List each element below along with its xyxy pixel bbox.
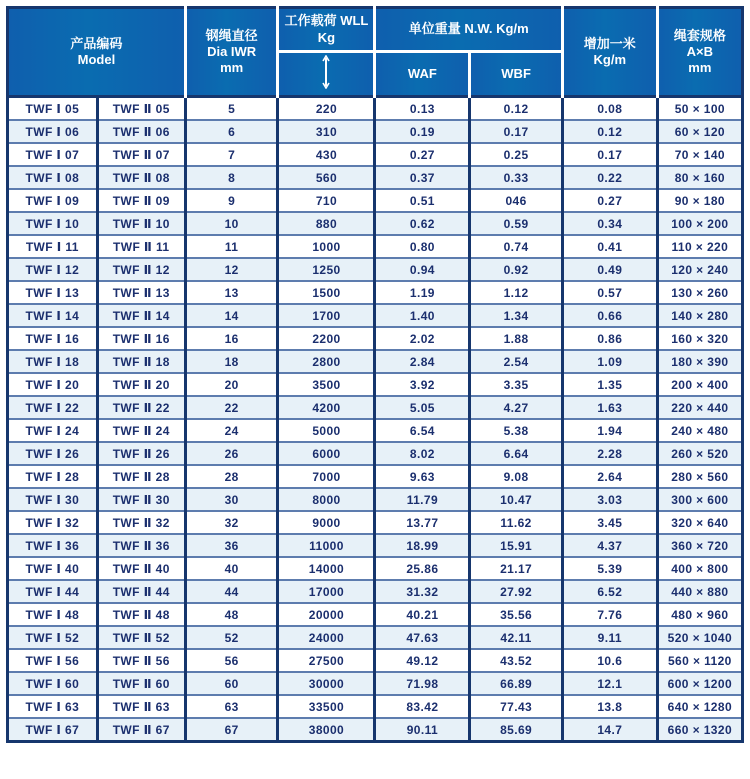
- table-cell: 40: [185, 557, 278, 580]
- header-wll-unit: Kg: [317, 29, 336, 45]
- table-cell: 1.12: [470, 281, 563, 304]
- table-cell: 66.89: [470, 672, 563, 695]
- table-cell: TWF Ⅱ 06: [97, 120, 185, 143]
- table-cell: TWF Ⅱ 18: [97, 350, 185, 373]
- table-cell: 7000: [278, 465, 375, 488]
- table-cell: 400 × 800: [657, 557, 742, 580]
- table-cell: 1.35: [562, 373, 657, 396]
- table-row: [8, 672, 743, 695]
- table-row: [8, 695, 743, 718]
- table-row: [8, 396, 743, 419]
- table-cell: 1250: [278, 258, 375, 281]
- table-cell: 0.62: [375, 212, 470, 235]
- table-cell: TWF Ⅰ 13: [8, 281, 98, 304]
- table-cell: TWF Ⅰ 44: [8, 580, 98, 603]
- table-cell: 27500: [278, 649, 375, 672]
- table-cell: 26: [185, 442, 278, 465]
- table-cell: TWF Ⅰ 32: [8, 511, 98, 534]
- table-cell: 180 × 390: [657, 350, 742, 373]
- table-cell: 280 × 560: [657, 465, 742, 488]
- table-cell: TWF Ⅱ 14: [97, 304, 185, 327]
- header-unit-weight-label: 单位重量 N.W. Kg/m: [408, 21, 529, 37]
- table-body: [8, 97, 743, 742]
- table-cell: 0.86: [562, 327, 657, 350]
- table-cell: TWF Ⅰ 11: [8, 235, 98, 258]
- table-cell: 0.08: [562, 97, 657, 121]
- table-cell: 220: [278, 97, 375, 121]
- table-cell: 2.64: [562, 465, 657, 488]
- table-cell: TWF Ⅱ 28: [97, 465, 185, 488]
- table-cell: 0.66: [562, 304, 657, 327]
- table-cell: TWF Ⅱ 32: [97, 511, 185, 534]
- table-cell: 13: [185, 281, 278, 304]
- table-cell: 90.11: [375, 718, 470, 742]
- table-cell: 7.76: [562, 603, 657, 626]
- table-row: [8, 143, 743, 166]
- table-cell: 24000: [278, 626, 375, 649]
- table-cell: TWF Ⅰ 24: [8, 419, 98, 442]
- table-cell: 20: [185, 373, 278, 396]
- table-cell: TWF Ⅱ 13: [97, 281, 185, 304]
- table-cell: 3.45: [562, 511, 657, 534]
- table-cell: 0.94: [375, 258, 470, 281]
- table-cell: TWF Ⅱ 30: [97, 488, 185, 511]
- table-cell: 33500: [278, 695, 375, 718]
- table-cell: TWF Ⅰ 36: [8, 534, 98, 557]
- table-cell: TWF Ⅰ 63: [8, 695, 98, 718]
- table-row: [8, 189, 743, 212]
- table-cell: 5: [185, 97, 278, 121]
- table-row: [8, 580, 743, 603]
- table-cell: 6.64: [470, 442, 563, 465]
- table-cell: 0.25: [470, 143, 563, 166]
- table-cell: TWF Ⅱ 48: [97, 603, 185, 626]
- table-cell: 046: [470, 189, 563, 212]
- header-model-zh: 产品编码: [70, 35, 123, 51]
- table-cell: TWF Ⅰ 18: [8, 350, 98, 373]
- table-cell: 22: [185, 396, 278, 419]
- table-cell: TWF Ⅱ 11: [97, 235, 185, 258]
- table-cell: TWF Ⅱ 24: [97, 419, 185, 442]
- table-cell: TWF Ⅰ 40: [8, 557, 98, 580]
- header-sleeve-dim: A×B: [686, 44, 714, 59]
- header-model: [8, 8, 186, 97]
- table-cell: 0.12: [470, 97, 563, 121]
- header-sleeve-unit: mm: [688, 60, 712, 76]
- header-wll-zh: 工作载荷 WLL: [284, 13, 369, 29]
- table-cell: 67: [185, 718, 278, 742]
- table-cell: 36: [185, 534, 278, 557]
- table-cell: 1.94: [562, 419, 657, 442]
- table-cell: 90 × 180: [657, 189, 742, 212]
- table-cell: 8: [185, 166, 278, 189]
- table-row: [8, 534, 743, 557]
- table-cell: 260 × 520: [657, 442, 742, 465]
- table-cell: 310: [278, 120, 375, 143]
- table-cell: 430: [278, 143, 375, 166]
- table-cell: 4200: [278, 396, 375, 419]
- table-cell: TWF Ⅱ 12: [97, 258, 185, 281]
- table-cell: 0.13: [375, 97, 470, 121]
- table-cell: 4.37: [562, 534, 657, 557]
- table-row: [8, 465, 743, 488]
- table-cell: 28: [185, 465, 278, 488]
- table-row: [8, 235, 743, 258]
- table-cell: TWF Ⅱ 07: [97, 143, 185, 166]
- table-cell: TWF Ⅱ 09: [97, 189, 185, 212]
- header-dia: [185, 8, 278, 97]
- table-row: [8, 649, 743, 672]
- table-cell: 8.02: [375, 442, 470, 465]
- table-cell: 11000: [278, 534, 375, 557]
- table-cell: 100 × 200: [657, 212, 742, 235]
- table-cell: TWF Ⅰ 14: [8, 304, 98, 327]
- table-cell: 13.77: [375, 511, 470, 534]
- table-cell: 0.41: [562, 235, 657, 258]
- table-cell: 3.03: [562, 488, 657, 511]
- table-row: [8, 258, 743, 281]
- table-cell: TWF Ⅱ 20: [97, 373, 185, 396]
- table-cell: 3500: [278, 373, 375, 396]
- header-dia-en: Dia IWR: [207, 44, 257, 59]
- table-cell: TWF Ⅱ 63: [97, 695, 185, 718]
- table-cell: 0.49: [562, 258, 657, 281]
- table-cell: 6000: [278, 442, 375, 465]
- table-cell: TWF Ⅱ 16: [97, 327, 185, 350]
- table-cell: 25.86: [375, 557, 470, 580]
- table-cell: 9.11: [562, 626, 657, 649]
- table-cell: 60 × 120: [657, 120, 742, 143]
- table-cell: TWF Ⅰ 09: [8, 189, 98, 212]
- table-cell: 710: [278, 189, 375, 212]
- table-cell: 880: [278, 212, 375, 235]
- table-cell: 31.32: [375, 580, 470, 603]
- table-cell: TWF Ⅱ 36: [97, 534, 185, 557]
- table-cell: 2.84: [375, 350, 470, 373]
- table-cell: TWF Ⅱ 08: [97, 166, 185, 189]
- table-cell: 1.09: [562, 350, 657, 373]
- table-row: [8, 212, 743, 235]
- table-cell: 30: [185, 488, 278, 511]
- header-wll: [278, 8, 375, 52]
- table-cell: TWF Ⅰ 48: [8, 603, 98, 626]
- table-cell: 1.40: [375, 304, 470, 327]
- table-cell: 0.33: [470, 166, 563, 189]
- table-cell: 0.92: [470, 258, 563, 281]
- header-wbf: WBF: [470, 52, 563, 97]
- table-cell: 0.27: [375, 143, 470, 166]
- table-cell: TWF Ⅰ 07: [8, 143, 98, 166]
- table-cell: 30000: [278, 672, 375, 695]
- table-cell: 14: [185, 304, 278, 327]
- table-cell: 1500: [278, 281, 375, 304]
- table-cell: 18: [185, 350, 278, 373]
- table-cell: 0.34: [562, 212, 657, 235]
- table-cell: 48: [185, 603, 278, 626]
- header-wll-lift-cell: [278, 52, 375, 97]
- table-cell: TWF Ⅰ 06: [8, 120, 98, 143]
- table-cell: 5.39: [562, 557, 657, 580]
- table-cell: 50 × 100: [657, 97, 742, 121]
- header-waf: WAF: [375, 52, 470, 97]
- table-cell: 2.54: [470, 350, 563, 373]
- table-cell: 1.88: [470, 327, 563, 350]
- table-cell: 70 × 140: [657, 143, 742, 166]
- table-cell: TWF Ⅰ 08: [8, 166, 98, 189]
- table-cell: 440 × 880: [657, 580, 742, 603]
- table-cell: TWF Ⅰ 28: [8, 465, 98, 488]
- table-cell: 14000: [278, 557, 375, 580]
- table-cell: 640 × 1280: [657, 695, 742, 718]
- table-cell: 27.92: [470, 580, 563, 603]
- table-cell: 80 × 160: [657, 166, 742, 189]
- table-cell: TWF Ⅰ 20: [8, 373, 98, 396]
- table-row: [8, 603, 743, 626]
- table-cell: 7: [185, 143, 278, 166]
- table-cell: 0.51: [375, 189, 470, 212]
- table-row: [8, 557, 743, 580]
- table-cell: 320 × 640: [657, 511, 742, 534]
- vertical-lift-arrow-icon: [321, 55, 331, 89]
- table-cell: 120 × 240: [657, 258, 742, 281]
- table-cell: 49.12: [375, 649, 470, 672]
- table-cell: 35.56: [470, 603, 563, 626]
- table-cell: TWF Ⅰ 30: [8, 488, 98, 511]
- table-cell: TWF Ⅰ 60: [8, 672, 98, 695]
- table-cell: 10.47: [470, 488, 563, 511]
- table-cell: 3.35: [470, 373, 563, 396]
- table-row: [8, 718, 743, 742]
- table-row: [8, 327, 743, 350]
- header-dia-unit: mm: [220, 60, 244, 76]
- header-extra-meter: [562, 8, 657, 97]
- table-cell: 1.19: [375, 281, 470, 304]
- table-cell: 9.63: [375, 465, 470, 488]
- table-cell: 0.12: [562, 120, 657, 143]
- table-cell: 3.92: [375, 373, 470, 396]
- table-cell: 6.52: [562, 580, 657, 603]
- table-row: [8, 120, 743, 143]
- table-cell: 660 × 1320: [657, 718, 742, 742]
- table-row: [8, 442, 743, 465]
- table-row: [8, 97, 743, 121]
- table-cell: 560: [278, 166, 375, 189]
- table-cell: 0.59: [470, 212, 563, 235]
- header-model-en: Model: [77, 52, 116, 68]
- table-cell: 40.21: [375, 603, 470, 626]
- table-row: [8, 511, 743, 534]
- table-cell: 1700: [278, 304, 375, 327]
- table-row: [8, 373, 743, 396]
- table-cell: 1.34: [470, 304, 563, 327]
- table-cell: 11: [185, 235, 278, 258]
- table-cell: 560 × 1120: [657, 649, 742, 672]
- table-cell: 2.02: [375, 327, 470, 350]
- table-cell: TWF Ⅱ 05: [97, 97, 185, 121]
- table-cell: 0.57: [562, 281, 657, 304]
- table-cell: 24: [185, 419, 278, 442]
- table-cell: 52: [185, 626, 278, 649]
- table-cell: 12: [185, 258, 278, 281]
- table-cell: 16: [185, 327, 278, 350]
- table-cell: 1000: [278, 235, 375, 258]
- table-cell: 6: [185, 120, 278, 143]
- table-cell: TWF Ⅰ 56: [8, 649, 98, 672]
- table-cell: 600 × 1200: [657, 672, 742, 695]
- table-cell: 5000: [278, 419, 375, 442]
- table-cell: TWF Ⅰ 12: [8, 258, 98, 281]
- table-cell: 9000: [278, 511, 375, 534]
- table-cell: 4.27: [470, 396, 563, 419]
- table-cell: 0.80: [375, 235, 470, 258]
- table-cell: 60: [185, 672, 278, 695]
- table-cell: TWF Ⅰ 26: [8, 442, 98, 465]
- table-cell: TWF Ⅱ 10: [97, 212, 185, 235]
- table-cell: 47.63: [375, 626, 470, 649]
- table-cell: 11.79: [375, 488, 470, 511]
- table-cell: 240 × 480: [657, 419, 742, 442]
- table-cell: 9.08: [470, 465, 563, 488]
- table-row: [8, 281, 743, 304]
- table-cell: 38000: [278, 718, 375, 742]
- product-spec-table: [6, 6, 744, 743]
- table-cell: 130 × 260: [657, 281, 742, 304]
- table-cell: TWF Ⅰ 22: [8, 396, 98, 419]
- table-cell: 71.98: [375, 672, 470, 695]
- table-cell: TWF Ⅱ 26: [97, 442, 185, 465]
- table-cell: 5.38: [470, 419, 563, 442]
- table-cell: 14.7: [562, 718, 657, 742]
- table-cell: 10.6: [562, 649, 657, 672]
- table-cell: 2.28: [562, 442, 657, 465]
- table-cell: 8000: [278, 488, 375, 511]
- table-cell: 56: [185, 649, 278, 672]
- table-cell: TWF Ⅰ 52: [8, 626, 98, 649]
- table-cell: 17000: [278, 580, 375, 603]
- table-cell: 18.99: [375, 534, 470, 557]
- table-cell: 85.69: [470, 718, 563, 742]
- table-cell: TWF Ⅰ 10: [8, 212, 98, 235]
- table-cell: TWF Ⅱ 67: [97, 718, 185, 742]
- table-cell: 44: [185, 580, 278, 603]
- table-row: [8, 166, 743, 189]
- table-cell: 13.8: [562, 695, 657, 718]
- table-cell: 220 × 440: [657, 396, 742, 419]
- table-cell: TWF Ⅰ 05: [8, 97, 98, 121]
- table-cell: 43.52: [470, 649, 563, 672]
- table-row: [8, 350, 743, 373]
- table-row: [8, 419, 743, 442]
- header-extra-zh: 增加一米: [583, 35, 636, 51]
- header-sleeve-spec: [657, 8, 742, 97]
- table-row: [8, 626, 743, 649]
- table-cell: TWF Ⅱ 40: [97, 557, 185, 580]
- table-cell: 0.17: [470, 120, 563, 143]
- table-cell: 140 × 280: [657, 304, 742, 327]
- table-cell: TWF Ⅰ 67: [8, 718, 98, 742]
- table-cell: 77.43: [470, 695, 563, 718]
- table-cell: 15.91: [470, 534, 563, 557]
- table-cell: 2200: [278, 327, 375, 350]
- table-cell: 480 × 960: [657, 603, 742, 626]
- table-cell: 0.74: [470, 235, 563, 258]
- table-cell: 110 × 220: [657, 235, 742, 258]
- table-cell: 200 × 400: [657, 373, 742, 396]
- header-dia-zh: 钢绳直径: [205, 27, 258, 43]
- table-row: [8, 488, 743, 511]
- table-cell: 520 × 1040: [657, 626, 742, 649]
- table-cell: 2800: [278, 350, 375, 373]
- table-cell: 10: [185, 212, 278, 235]
- table-cell: 160 × 320: [657, 327, 742, 350]
- table-cell: TWF Ⅱ 52: [97, 626, 185, 649]
- table-cell: 0.17: [562, 143, 657, 166]
- table-cell: 0.27: [562, 189, 657, 212]
- header-unit-weight: [375, 8, 562, 52]
- table-cell: 11.62: [470, 511, 563, 534]
- table-cell: TWF Ⅰ 16: [8, 327, 98, 350]
- table-cell: 12.1: [562, 672, 657, 695]
- table-cell: 20000: [278, 603, 375, 626]
- table-cell: 0.22: [562, 166, 657, 189]
- table-cell: 42.11: [470, 626, 563, 649]
- header-extra-unit: Kg/m: [593, 52, 627, 68]
- table-cell: 6.54: [375, 419, 470, 442]
- table-cell: 21.17: [470, 557, 563, 580]
- table-cell: TWF Ⅱ 60: [97, 672, 185, 695]
- table-cell: TWF Ⅱ 22: [97, 396, 185, 419]
- table-header: [8, 8, 743, 97]
- table-cell: 300 × 600: [657, 488, 742, 511]
- header-sleeve-zh: 绳套规格: [673, 27, 726, 43]
- table-cell: TWF Ⅱ 56: [97, 649, 185, 672]
- table-cell: 1.63: [562, 396, 657, 419]
- table-cell: 32: [185, 511, 278, 534]
- table-cell: 5.05: [375, 396, 470, 419]
- table-cell: TWF Ⅱ 44: [97, 580, 185, 603]
- table-cell: 0.19: [375, 120, 470, 143]
- table-cell: 63: [185, 695, 278, 718]
- table-row: [8, 304, 743, 327]
- table-cell: 9: [185, 189, 278, 212]
- table-cell: 0.37: [375, 166, 470, 189]
- table-cell: 360 × 720: [657, 534, 742, 557]
- table-cell: 83.42: [375, 695, 470, 718]
